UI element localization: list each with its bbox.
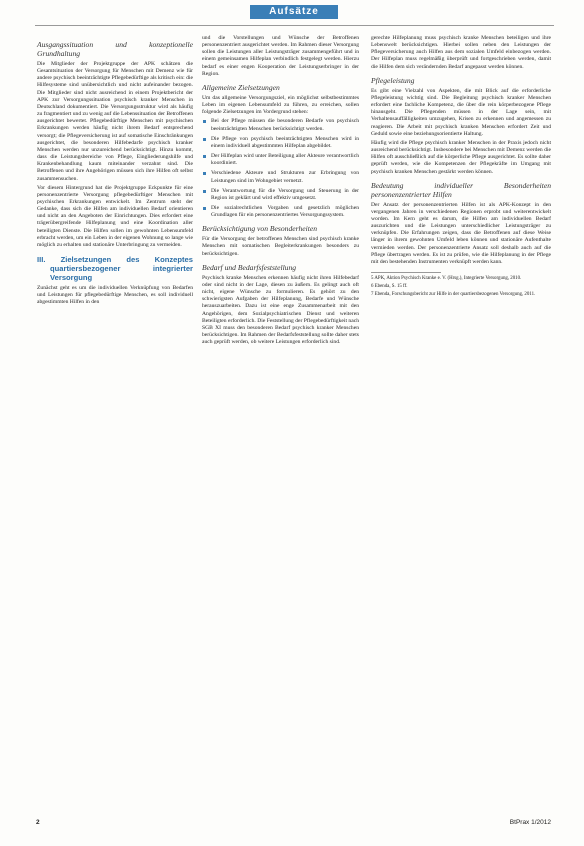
footnote: 7 Ebenda, Forschungsbericht zur Hilfe in der quartiersbezogenen Versorgung, 2011.	[371, 292, 536, 298]
bullet-list	[202, 118, 359, 219]
list-item: Der Hilfeplan wird unter Beteiligung aller Akteure verantwortlich koordiniert.	[202, 153, 359, 167]
column-2	[202, 35, 359, 348]
paragraph: Vor diesem Hintergrund hat die Projektgruppe Eckpunkte für eine personenzentrierte Versorgung pflegebedürftiger Menschen mit psychischen Erkrankungen entwickelt. Im Zentrum steht der Gedanke, dass sich die Hilfen am individuellen Bedarf orientieren und nicht an den Angeboten der Einrichtungen. Dies erfordert eine trägerübergreifende Hilfeplanung und eine Koordination aller beteiligten Dienste. Die Hilfen sollen im gewohnten Lebensumfeld erbracht werden, um ein Leben in der eigenen Wohnung so lange wie möglich zu erhalten und stationäre Unterbringung zu vermeiden.	[37, 184, 193, 248]
paragraph: und die Vorstellungen und Wünsche der Betroffenen personenzentriert ausgerichtet werden. Im Rahmen dieser Versorgung sollen die Leistungen aller Leistungsträger zusammengeführt und in einem gemeinsamen Hilfeplan verbindlich festgelegt werden. Hierzu bedarf es einer engen Kooperation der Leistungserbringer in der Region.	[202, 35, 359, 77]
paragraph: Zunächst geht es um die individuellen Verknüpfung von Bedarfen und Leistungen für pflegebedürftige Menschen, es soll individuell abgestimmten Hilfen in den	[37, 285, 193, 306]
list-item: Die Verantwortung für die Versorgung und Steuerung in der Region ist geklärt und wird effektiv umgesetzt.	[202, 188, 359, 202]
paragraph: Es gibt eine Vielzahl von Aspekten, die mit Blick auf die erforderliche Pflegeleistung wichtig sind. Die Begleitung psychisch kranker Menschen erfordert eine fachliche Kompetenz, die über die rein körperbezogene Pflege hinausgeht. Die Pflegenden müssen in der Lage sein, mit Verhaltensauffälligkeiten umzugehen, Krisen zu erkennen und angemessen zu reagieren. Die Arbeit mit psychisch kranken Menschen erfordert Zeit und Geduld sowie eine beziehungsorientierte Haltung.	[371, 87, 551, 137]
list-item: Die Pflege von psychisch beeinträchtigten Menschen wird in einem individuell abgestimmten Hilfeplan abgebildet.	[202, 136, 359, 150]
paragraph: Für die Versorgung der betroffenen Menschen sind psychisch kranke Menschen mit somatischen Begleiterkrankungen besonders zu berücksichtigen.	[202, 236, 359, 257]
paragraph: Die Mitglieder der Projektgruppe der APK schätzen die Gesamtsituation der Versorgung für Menschen mit Demenz wie für andere psychisch beeinträchtigte Pflegebedürftige als kritisch ein: die Hilfesysteme sind unübersichtlich und nicht aufeinander bezogen. Die Mitglieder sind nicht ausreichend in einem Projektbericht der APK zur Versorgungssituation psychisch kranker Menschen in Deutschland dokumentiert. Die Versorgungsstruktur wird als häufig zu fragmentiert und zu wenig auf die Lebenssituation der Betroffenen ausgerichtet bewertet. Pflegebedürftige Menschen mit psychischen Erkrankungen werden häufig nicht ihrem Bedarf entsprechend versorgt; die Pflegeversicherung ist auf somatische Einschränkungen ausgerichtet, die besonderen Hilfebedarfe psychisch kranker Menschen werden nur unzureichend berücksichtigt. Hinzu kommt, dass die Leistungsbereiche von Pflege, Eingliederungshilfe und Krankenbehandlung kaum miteinander verzahnt sind. Die Betroffenen und ihre Angehörigen müssen sich ihre Hilfen oft selbst zusammensuchen.	[37, 61, 193, 182]
paragraph: Der Ansatz der personenzentrierten Hilfen ist als APK-Konzept in den vergangenen Jahren in verschiedenen Regionen erprobt und weiterentwickelt worden. Im Kern geht es darum, die Hilfen am individuellen Bedarf auszurichten und die Leistungen unterschiedlicher Leistungsträger zu verknüpfen. Die Erfahrungen zeigen, dass die Betroffenen auf diese Weise länger in ihrem gewohnten Umfeld leben können und stationäre Aufenthalte vermieden werden. Der personenzentrierte Ansatz soll deshalb auch auf die Pflege übertragen werden. Es ist zu prüfen, wie die Hilfeplanung in der Pflege mit den bestehenden Instrumenten verknüpft werden kann.	[371, 201, 551, 265]
list-item: Bei der Pflege müssen die besonderen Bedarfe von psychisch beeinträchtigten Menschen berücksichtigt werden.	[202, 118, 359, 132]
paragraph: gerechte Hilfeplanung muss psychisch kranke Menschen beteiligen und ihre Lebenswelt berücksichtigen. Hierbei sollen neben den Leistungen der Pflegeversicherung auch Hilfen aus dem sozialen Umfeld einbezogen werden. Der Hilfeplan muss regelmäßig überprüft und fortgeschrieben werden, damit die Hilfen dem sich verändernden Bedarf angepasst werden können.	[371, 35, 551, 70]
list-item: Die sozialrechtlichen Vorgaben und gesetzlich möglichen Grundlagen für ein personenzentriertes Versorgungssystem.	[202, 205, 359, 219]
section-banner: Aufsätze	[250, 5, 338, 19]
subheading-bedarf: Bedarf und Bedarfsfeststellung	[202, 262, 297, 272]
subheading-pflegeleistung: Pflegeleistung	[371, 75, 415, 85]
footnote: 6 Ebenda, S. 15 ff.	[371, 284, 408, 290]
column-3	[371, 35, 551, 301]
subheading-ausgangssituation: Ausgangssituation und konzeptionelle Grundhaltung	[37, 40, 193, 58]
footnote: 5 APK, Aktion Psychisch Kranke e. V. (Hrsg.), Integrierte Versorgung, 2010.	[371, 276, 522, 282]
footnote-rule	[371, 272, 441, 273]
subheading-besonderheiten: Berücksichtigung von Besonderheiten	[202, 224, 317, 234]
subheading-bedeutung: Bedeutung individueller Besonderheiten personenzentrierter Hilfen	[371, 180, 551, 199]
paragraph: Um das allgemeine Versorgungsziel, ein möglichst selbstbestimmtes Leben im eigenen Lebensumfeld zu führen, zu erreichen, sollen folgende Zielsetzungen im Vordergrund stehen:	[202, 94, 359, 116]
paragraph: Häufig wird die Pflege psychisch kranker Menschen in der Praxis jedoch nicht ausreichend berücksichtigt. Insbesondere bei Menschen mit Demenz werden die Hilfen oft ausschließlich auf die körperliche Pflege ausgerichtet. Es sollte daher geprüft werden, wie die Kompetenzen der Pflegekräfte im Umgang mit psychisch kranken Menschen gestärkt werden können.	[371, 139, 551, 175]
column-1	[37, 35, 193, 309]
paragraph: Psychisch kranke Menschen erkennen häufig nicht ihren Hilfebedarf oder sind nicht in der Lage, diesen zu äußern. Es gelingt auch oft nicht, eigene Wünsche zu formulieren. Es gehört zu den schwierigsten Aufgaben der Hilfeplanung, Bedarfe und Wünsche herauszuarbeiten. Dazu ist eine enge Zusammenarbeit mit den Angehörigen, dem Sozialpsychiatrischen Dienst und weiteren Beteiligten erforderlich. Die Feststellung der Pflegebedürftigkeit nach SGB XI muss den besonderen Bedarf psychisch kranker Menschen berücksichtigen. Im Rahmen der Bedarfsfeststellung sollte daher stets auch geprüft werden, ob weitere Leistungen erforderlich sind.	[202, 274, 359, 346]
header-rule	[35, 25, 554, 26]
journal-reference: BtPrax 1/2012	[509, 819, 551, 826]
list-item: Verschiedene Akteure und Strukturen zur Erbringung von Leistungen sind im Wohngebiet vernetzt.	[202, 170, 359, 184]
page-number: 2	[36, 819, 40, 826]
section-heading-iii: III. Zielsetzungen des Konzeptes quartiersbezogener integrierter Versorgung	[37, 255, 193, 283]
subheading-allgemeine-zielsetzungen: Allgemeine Zielsetzungen	[202, 82, 280, 92]
